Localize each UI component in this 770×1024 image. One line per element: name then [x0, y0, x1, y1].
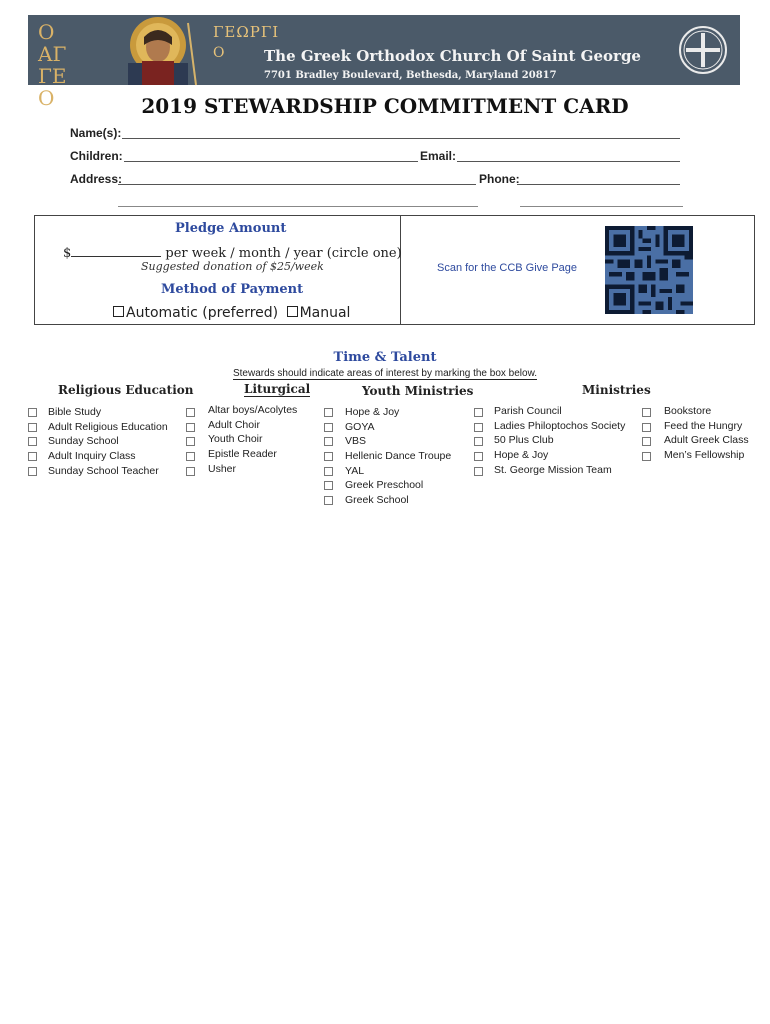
address-label: Address:: [70, 172, 123, 186]
interest-checkbox[interactable]: [324, 423, 333, 432]
interest-label: Ladies Philoptochos Society: [494, 419, 626, 432]
automatic-label: Automatic (preferred): [126, 305, 279, 321]
religious-education-heading: Religious Education: [58, 383, 194, 397]
interest-checkbox[interactable]: [324, 496, 333, 505]
church-name: The Greek Orthodox Church Of Saint George: [264, 47, 641, 65]
interest-checkbox[interactable]: [28, 423, 37, 432]
liturgical-heading: Liturgical: [244, 382, 311, 396]
interest-checkbox[interactable]: [28, 408, 37, 417]
ministries-heading: Ministries: [582, 383, 651, 397]
pledge-amount-heading: Pledge Amount: [175, 221, 287, 236]
interest-checkbox[interactable]: [324, 452, 333, 461]
interest-checkbox[interactable]: [186, 408, 195, 417]
payment-method-heading: Method of Payment: [161, 282, 304, 297]
interest-checkbox[interactable]: [642, 408, 651, 417]
children-label: Children:: [70, 149, 123, 163]
greek-inscription-left: [38, 20, 86, 110]
interest-label: Parish Council: [494, 405, 562, 417]
greek-inscription-line: Ο: [38, 86, 55, 110]
interest-label: Adult Religious Education: [48, 420, 168, 433]
phone-field[interactable]: [517, 172, 680, 185]
pledge-amount-line: [63, 244, 402, 261]
time-talent-instructions-text: Stewards should indicate areas of interest by marking the box below.: [232, 368, 538, 379]
interest-checkbox[interactable]: [474, 423, 483, 432]
interest-checkbox[interactable]: [324, 481, 333, 490]
qr-code-icon[interactable]: [605, 226, 693, 314]
interest-label: Altar boys/Acolytes: [208, 404, 298, 416]
interest-checkbox[interactable]: [474, 452, 483, 461]
address-line-2[interactable]: [118, 205, 478, 207]
interest-label: Epistle Reader: [208, 448, 277, 461]
interest-label: Feed the Hungry: [664, 419, 743, 432]
manual-label: Manual: [299, 305, 351, 321]
interest-label: Greek Preschool: [345, 479, 424, 492]
interest-label: Youth Choir: [208, 433, 263, 446]
pledge-amount-field[interactable]: [71, 244, 161, 257]
card-title: 2019 STEWARDSHIP COMMITMENT CARD: [141, 94, 629, 118]
interest-checkbox[interactable]: [642, 437, 651, 446]
interest-checkbox[interactable]: [186, 467, 195, 476]
cross-seal-icon: [678, 25, 728, 75]
interest-label: Hope & Joy: [345, 406, 400, 418]
automatic-checkbox[interactable]: [113, 306, 124, 317]
interest-label: Bible Study: [48, 406, 102, 418]
interest-checkbox[interactable]: [186, 423, 195, 432]
interest-checkbox[interactable]: [28, 437, 37, 446]
interest-checkbox[interactable]: [474, 467, 483, 476]
interest-label: Adult Inquiry Class: [48, 450, 136, 463]
interest-checkbox[interactable]: [186, 452, 195, 461]
currency-symbol: $: [63, 246, 72, 261]
interest-label: Usher: [208, 462, 237, 475]
interest-label: Hope & Joy: [494, 449, 549, 462]
interest-label: Hellenic Dance Troupe: [345, 450, 452, 463]
pledge-divider: [400, 216, 401, 324]
interest-label: Sunday School Teacher: [48, 464, 159, 477]
interest-checkbox[interactable]: [642, 452, 651, 461]
manual-checkbox[interactable]: [287, 306, 298, 317]
interest-label: Men’s Fellowship: [664, 449, 745, 462]
time-talent-instructions: [0, 368, 770, 379]
interest-label: St. George Mission Team: [494, 463, 612, 476]
address-field[interactable]: [118, 172, 476, 185]
saint-george-icon: [88, 15, 228, 85]
interest-label: Greek School: [345, 494, 409, 507]
interest-label: VBS: [345, 435, 367, 448]
church-address: 7701 Bradley Boulevard, Bethesda, Maryland 20817: [264, 70, 557, 81]
greek-saint-name: ΓΕΩΡΓΙ: [213, 23, 280, 41]
interest-checkbox[interactable]: [28, 452, 37, 461]
pledge-box: [34, 215, 755, 325]
greek-inscription-line: ΓΕ: [38, 64, 67, 88]
interest-label: Bookstore: [664, 405, 712, 417]
interest-checkbox[interactable]: [324, 437, 333, 446]
time-talent-heading: Time & Talent: [333, 350, 437, 365]
interest-checkbox[interactable]: [186, 437, 195, 446]
names-label: Name(s):: [70, 126, 122, 140]
interest-checkbox[interactable]: [324, 467, 333, 476]
interest-label: 50 Plus Club: [494, 434, 554, 447]
phone-label: Phone:: [479, 172, 520, 186]
interest-checkbox[interactable]: [642, 423, 651, 432]
names-field[interactable]: [122, 126, 680, 139]
suggested-donation: Suggested donation of $25/week: [141, 260, 324, 273]
email-label: Email:: [420, 149, 457, 163]
phone-line-2[interactable]: [520, 205, 683, 207]
interest-label: Sunday School: [48, 435, 119, 448]
greek-inscription-line: Ο ΑΓ: [38, 20, 67, 66]
pledge-frequency: per week / month / year (circle one): [161, 246, 402, 261]
email-field[interactable]: [457, 149, 680, 162]
interest-checkbox[interactable]: [28, 467, 37, 476]
interest-label: Adult Greek Class: [664, 434, 749, 447]
children-field[interactable]: [124, 149, 418, 162]
interest-label: YAL: [345, 464, 365, 477]
youth-ministries-heading: Youth Ministries: [362, 384, 474, 398]
interest-label: Adult Choir: [208, 418, 260, 431]
payment-options: [113, 305, 350, 321]
interest-checkbox[interactable]: [324, 408, 333, 417]
interest-label: GOYA: [345, 420, 375, 433]
interest-checkbox[interactable]: [474, 408, 483, 417]
interest-checkbox[interactable]: [474, 437, 483, 446]
scan-instruction: Scan for the CCB Give Page: [437, 262, 578, 274]
greek-saint-sub: Ο: [213, 45, 225, 61]
